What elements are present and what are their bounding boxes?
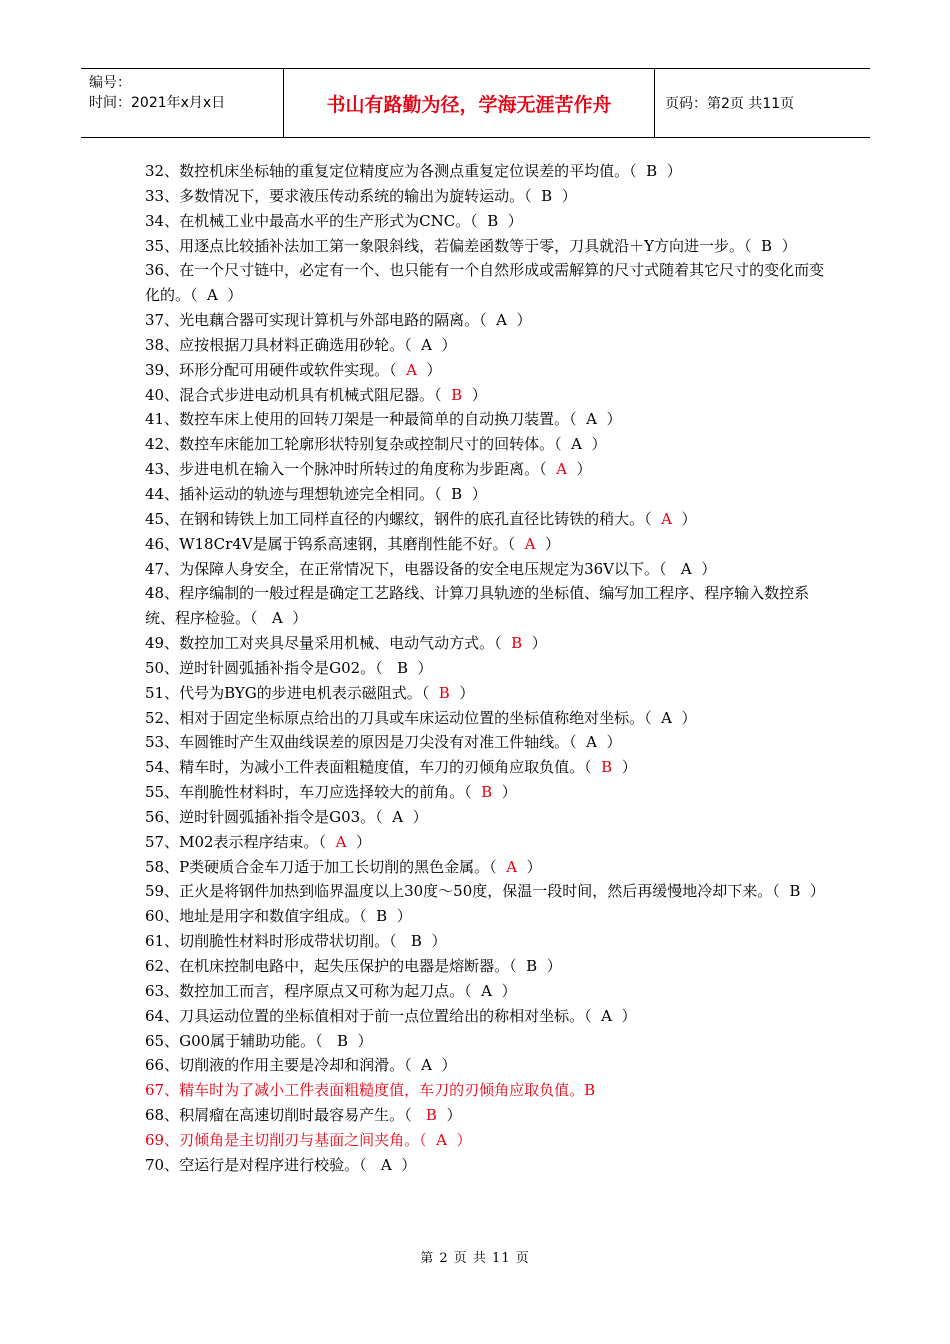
answer-bracket-close: ）	[522, 634, 547, 653]
question-text: 65、G00属于辅助功能。（	[145, 1031, 337, 1050]
answer-mark: B	[646, 162, 658, 180]
question-text: 52、相对于固定坐标原点给出的刀具或车床运动位置的坐标值称绝对坐标。（	[145, 708, 662, 727]
question-item	[145, 979, 825, 1004]
question-text: 61、切削脆性材料时形成带状切削。（	[145, 932, 411, 951]
answer-mark: A	[506, 857, 518, 876]
question-text: 68、积屑瘤在高速切削时最容易产生。（	[145, 1106, 426, 1125]
question-item	[145, 209, 825, 234]
answer-bracket-close: ）	[596, 410, 622, 429]
question-text: 69、刃倾角是主切削刃与基面之间夹角。（	[145, 1130, 437, 1149]
question-text: 33、多数情况下，要求液压传动系统的输出为旋转运动。（	[145, 186, 542, 205]
question-item	[145, 656, 825, 681]
answer-bracket-close: ）	[217, 286, 243, 305]
question-text: 46、W18Cr4V是属于钨系高速钢，其磨削性能不好。（	[145, 534, 525, 553]
answer-bracket-close: ）	[436, 1106, 462, 1125]
answer-bracket-close: ）	[535, 534, 561, 553]
answer-mark: A	[524, 534, 536, 553]
question-text: 50、逆时针圆弧插补指令是G02。（	[145, 658, 397, 677]
page-header	[81, 68, 870, 138]
answer-mark: B	[376, 907, 388, 926]
answer-bracket-close: ）	[800, 882, 825, 901]
answer-bracket-close: ）	[596, 733, 622, 752]
answer-bracket-close: ）	[391, 1155, 417, 1174]
answer-bracket-close: ）	[611, 1006, 637, 1025]
question-item	[145, 557, 825, 582]
answer-bracket-close: ）	[537, 957, 562, 975]
answer-mark: A	[661, 509, 672, 528]
answer-mark: A	[601, 1006, 612, 1025]
question-text: 49、数控加工对夹具尽量采用机械、电动气动方式。（	[145, 634, 512, 653]
answer-mark: B	[541, 186, 553, 205]
question-text: 47、为保障人身安全，在正常情况下，电器设备的安全电压规定为36V以下。（	[145, 559, 681, 578]
question-item	[145, 706, 825, 731]
question-item	[145, 954, 825, 979]
answer-mark: A	[556, 460, 567, 479]
answer-mark: A	[421, 335, 432, 354]
question-item	[145, 1078, 825, 1103]
question-item	[145, 929, 825, 954]
answer-mark: A	[496, 311, 507, 330]
question-item	[145, 159, 825, 184]
question-text: 54、精车时，为减小工件表面粗糙度值，车刀的刃倾角应取负值。（	[145, 758, 602, 777]
question-item	[145, 830, 825, 855]
question-text: 36、在一个尺寸链中，必定有一个、也只能有一个自然形成或需解算的尺寸式随着其它尺寸的变化而变化的。（	[145, 261, 825, 305]
question-item	[145, 507, 825, 532]
question-text: 63、数控加工而言，程序原点又可称为起刀点。（	[145, 981, 482, 1000]
question-item	[145, 234, 825, 259]
answer-bracket-close: ）	[403, 807, 428, 826]
question-text: 41、数控车床上使用的回转刀架是一种最简单的自动换刀装置。（	[145, 410, 587, 429]
question-text: 51、代号为BYG的步进电机表示磁阻式。（	[145, 683, 439, 702]
question-item	[145, 1053, 825, 1078]
page-footer: 第 2 页 共 11 页	[420, 1251, 530, 1266]
answer-mark: A	[680, 559, 692, 578]
answer-mark: B	[451, 385, 463, 404]
answer-bracket-close: ）	[346, 832, 371, 851]
question-item	[145, 1103, 825, 1128]
answer-mark: B	[584, 1081, 596, 1100]
answer-mark: B	[396, 658, 408, 677]
question-item	[145, 730, 825, 755]
answer-mark: B	[789, 882, 801, 901]
answer-bracket-close: ）	[387, 907, 412, 926]
question-list	[145, 159, 825, 1178]
question-item	[145, 258, 825, 308]
answer-bracket-close: ）	[492, 783, 517, 802]
answer-mark: A	[271, 609, 283, 628]
answer-bracket-close: ）	[416, 360, 442, 379]
question-item	[145, 1029, 825, 1054]
question-text: 34、在机械工业中最高水平的生产形式为CNC。（	[145, 211, 488, 230]
answer-bracket-close: ）	[671, 509, 697, 528]
question-item	[145, 681, 825, 706]
question-text: 32、数控机床坐标轴的重复定位精度应为各测点重复定位误差的平均值。（	[145, 162, 647, 180]
answer-mark: B	[438, 683, 450, 702]
question-text: 67、精车时为了减小工件表面粗糙度值，车刀的刃倾角应取负值。	[145, 1081, 585, 1100]
question-item	[145, 333, 825, 358]
answer-mark: A	[406, 360, 417, 379]
answer-mark: A	[380, 1155, 392, 1174]
question-text: 59、正火是将钢件加热到临界温度以上30度～50度，保温一段时间，然后再缓慢地冷却下来。（	[145, 882, 790, 901]
question-text: 64、刀具运动位置的坐标值相对于前一点位置给出的称相对坐标。（	[145, 1006, 602, 1025]
question-item	[145, 904, 825, 929]
question-text: 58、P类硬质合金车刀适于加工长切削的黑色金属。（	[145, 857, 507, 876]
answer-bracket-close: ）	[462, 385, 487, 404]
question-text: 66、切削液的作用主要是冷却和润滑。（	[145, 1056, 422, 1075]
question-item	[145, 755, 825, 780]
question-text: 35、用逐点比较插补法加工第一象限斜线，若偏差函数等于零，刀具就沿＋Y方向进一步。（	[145, 236, 762, 255]
header-page-info: 页码：第2页 共11页	[665, 96, 795, 112]
answer-mark: A	[335, 832, 347, 851]
question-item	[145, 1128, 825, 1153]
question-item	[145, 432, 825, 457]
answer-bracket-close: ）	[506, 311, 532, 330]
question-text: 55、车削脆性材料时，车刀应选择较大的前角。（	[145, 783, 482, 802]
answer-mark: A	[586, 410, 597, 429]
answer-bracket-close: ）	[498, 211, 523, 230]
question-item	[145, 407, 825, 432]
question-text: 45、在钢和铸铁上加工同样直径的内螺纹，钢件的底孔直径比铸铁的稍大。（	[145, 509, 662, 528]
question-item	[145, 631, 825, 656]
answer-bracket-close: ）	[581, 435, 607, 454]
question-text: 60、地址是用字和数值字组成。（	[145, 907, 377, 926]
answer-mark: A	[421, 1056, 432, 1075]
header-motto: 书山有路勤为径，学海无涯苦作舟	[283, 69, 655, 137]
question-text: 56、逆时针圆弧插补指令是G03。（	[145, 807, 393, 826]
answer-bracket-close: ）	[671, 708, 697, 727]
answer-mark: A	[586, 733, 597, 752]
question-text: 44、插补运动的轨迹与理想轨迹完全相同。（	[145, 484, 452, 503]
answer-mark: B	[425, 1106, 437, 1125]
answer-bracket-close: ）	[552, 186, 577, 205]
answer-bracket-close: ）	[657, 162, 682, 180]
answer-bracket-close: ）	[517, 857, 542, 876]
question-text: 53、车圆锥时产生双曲线误差的原因是刀尖没有对准工件轴线。（	[145, 733, 587, 752]
answer-bracket-close: ）	[772, 236, 797, 255]
answer-mark: B	[410, 932, 422, 951]
question-item	[145, 805, 825, 830]
question-text: 62、在机床控制电路中，起失压保护的电器是熔断器。（	[145, 957, 527, 975]
question-item	[145, 184, 825, 209]
question-item	[145, 308, 825, 333]
answer-bracket-close: ）	[612, 758, 637, 777]
question-item	[145, 482, 825, 507]
question-text: 48、程序编制的一般过程是确定工艺路线、计算刀具轨迹的坐标值、编写加工程序、程序输入数控系统、程序检验。（	[145, 584, 810, 628]
question-text: 70、空运行是对程序进行校验。（	[145, 1155, 381, 1174]
question-item	[145, 383, 825, 408]
answer-bracket-close: ）	[408, 658, 433, 677]
question-text: 38、应按根据刀具材料正确选用砂轮。（	[145, 335, 422, 354]
header-meta	[81, 69, 283, 137]
question-item	[145, 532, 825, 557]
answer-mark: A	[571, 435, 582, 454]
time-label: 时间：2021年x月x日	[89, 95, 226, 111]
question-item	[145, 780, 825, 805]
answer-mark: B	[526, 957, 538, 975]
question-text: 39、环形分配可用硬件或软件实现。（	[145, 360, 407, 379]
answer-bracket-close: ）	[431, 335, 457, 354]
question-item	[145, 1153, 825, 1178]
answer-mark: A	[661, 708, 672, 727]
answer-bracket-close: ）	[348, 1031, 373, 1050]
answer-bracket-close: ）	[446, 1130, 472, 1149]
answer-bracket-close: ）	[566, 460, 592, 479]
number-label: 编号：	[89, 75, 131, 91]
question-text: 57、M02表示程序结束。（	[145, 832, 336, 851]
question-item	[145, 457, 825, 482]
question-item	[145, 581, 825, 631]
question-item	[145, 358, 825, 383]
answer-mark: A	[392, 807, 404, 826]
answer-mark: B	[487, 211, 499, 230]
question-item	[145, 1004, 825, 1029]
answer-mark: A	[436, 1130, 447, 1149]
answer-mark: A	[207, 286, 218, 305]
answer-mark: A	[481, 981, 492, 1000]
answer-mark: B	[761, 236, 773, 255]
question-text: 37、光电藕合器可实现计算机与外部电路的隔离。（	[145, 311, 497, 330]
answer-mark: B	[451, 484, 463, 503]
answer-bracket-close: ）	[449, 683, 475, 702]
answer-bracket-close: ）	[491, 981, 517, 1000]
question-text: 42、数控车床能加工轮廓形状特别复杂或控制尺寸的回转体。（	[145, 435, 572, 454]
answer-bracket-close: ）	[431, 1056, 457, 1075]
answer-bracket-close: ）	[421, 932, 447, 951]
answer-bracket-close: ）	[462, 484, 487, 503]
answer-mark: B	[601, 758, 613, 777]
answer-bracket-close: ）	[691, 559, 717, 578]
question-text: 43、步进电机在输入一个脉冲时所转过的角度称为步距离。（	[145, 460, 557, 479]
question-text: 40、混合式步进电动机具有机械式阻尼器。（	[145, 385, 452, 404]
question-item	[145, 879, 825, 904]
answer-mark: B	[336, 1031, 348, 1050]
answer-mark: B	[481, 783, 493, 802]
answer-bracket-close: ）	[282, 609, 308, 628]
answer-mark: B	[511, 634, 523, 653]
question-item	[145, 855, 825, 880]
